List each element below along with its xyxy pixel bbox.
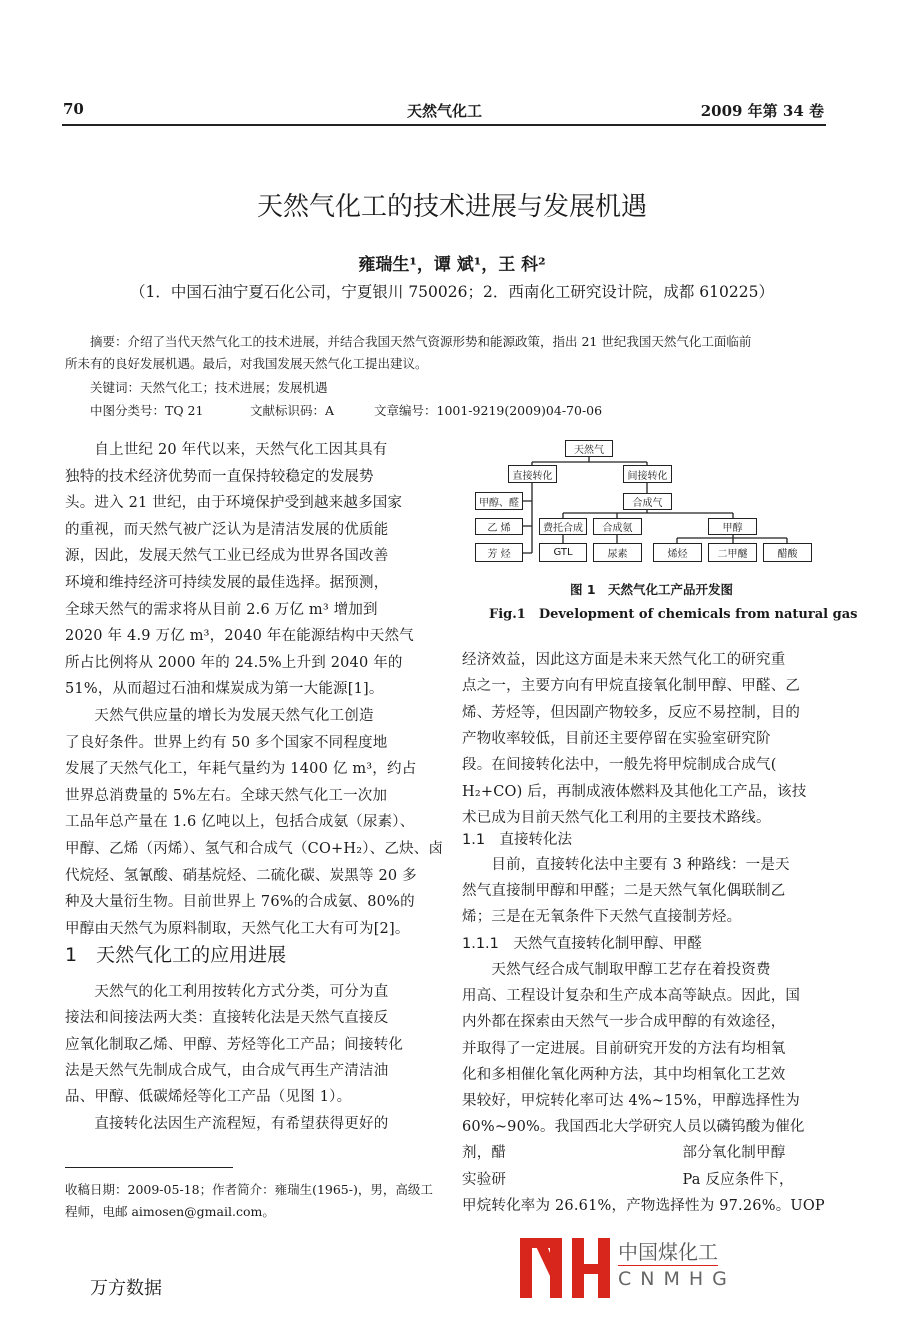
text-line: 品、甲醇、低碳烯烃等化工产品（见图 1）。	[65, 1089, 352, 1106]
text-line: H₂+CO) 后，再制成液体燃料及其他化工产品，该技	[462, 783, 807, 800]
text-line: 用高、工程设计复杂和生产成本高等缺点。因此，国	[462, 988, 801, 1005]
figure-node: 芳 烃	[475, 543, 523, 562]
watermark-cn: 中国煤化工	[618, 1236, 718, 1266]
text-line: 全球天然气的需求将从目前 2.6 万亿 m³ 增加到	[65, 601, 378, 618]
text-line: 点之一，主要方向有甲烷直接氧化制甲醇、甲醛、乙	[462, 678, 801, 695]
figure-node: 甲醇	[708, 518, 757, 535]
text-line: 化和多相催化氧化两种方法，其中均相氧化工艺效	[462, 1066, 786, 1083]
abstract-line: 摘要：介绍了当代天然气化工的技术进展，并结合我国天然气资源形势和能源政策，指出 21 世纪我国天然气化工面临前	[90, 334, 752, 349]
watermark-logo	[520, 1238, 610, 1298]
footnote-line: 收稿日期：2009-05-18；作者简介：雍瑞生(1965-)，男，高级工	[65, 1182, 433, 1197]
text-line: 天然气经合成气制取甲醇工艺存在着投资费	[462, 962, 771, 978]
text-line: 60%~90%。我国西北大学研究人员以磷钨酸为催化	[462, 1119, 805, 1136]
text-line: 段。在间接转化法中，一般先将甲烷制成合成气(	[462, 757, 777, 774]
text-line: 经济效益，因此这方面是未来天然气化工的研究重	[462, 652, 786, 668]
text-line: 应氧化制取乙烯、甲醇、芳烃等化工产品；间接转化	[65, 1036, 404, 1053]
figure-node: 尿素	[593, 543, 642, 562]
text-line: 甲醇、乙烯（丙烯）、氢气和合成气（CO+H₂）、乙炔、卤	[65, 841, 444, 857]
text-line: 然气直接制甲醇和甲醛；二是天然气氧化偶联制乙	[462, 883, 786, 900]
text-line: 代烷烃、氢氰酸、硝基烷烃、二硫化碳、炭黑等 20 多	[65, 867, 417, 884]
text-line: 环境和维持经济可持续发展的最佳选择。据预测，	[65, 575, 389, 591]
authors: 雍瑞生¹，谭 斌¹，王 科²	[358, 255, 546, 275]
text-line: 2020 年 4.9 万亿 m³，2040 年在能源结构中天然气	[65, 628, 414, 645]
watermark-en: CNMHG	[618, 1268, 736, 1290]
article-number: 文章编号：1001-9219(2009)04-70-06	[374, 403, 603, 418]
affiliation: （1．中国石油宁夏石化公司，宁夏银川 750026；2．西南化工研究设计院，成都 610225）	[130, 283, 774, 301]
text-line: 工品年总产量在 1.6 亿吨以上，包括合成氨（尿素）、	[65, 814, 415, 831]
document-code: 文献标识码：A	[250, 403, 335, 418]
text-line: 51%，从而超过石油和煤炭成为第一大能源[1]。	[65, 681, 384, 698]
source-label: 万方数据	[90, 1278, 162, 1299]
text-line: 种及大量衍生物。目前世界上 76%的合成氨、80%的	[65, 894, 415, 911]
section-heading-1-1-1: 1.1.1 天然气直接转化制甲醇、甲醛	[462, 936, 702, 952]
figure-node: 甲醇、醛	[475, 492, 523, 510]
text-line: 甲醇由天然气为原料制取，天然气化工大有可为[2]。	[65, 920, 410, 937]
footnote-line: 程师，电邮 aimosen@gmail.com。	[65, 1204, 275, 1219]
text-line: 头。进入 21 世纪，由于环境保护受到越来越多国家	[65, 495, 403, 512]
clc-number: 中图分类号：TQ 21	[90, 403, 204, 418]
text-line: 直接转化法因生产流程短，有希望获得更好的	[65, 1115, 389, 1132]
journal-name: 天然气化工	[407, 102, 483, 120]
figure-node: GTL	[539, 543, 587, 562]
text-line: 果较好，甲烷转化率可达 4%~15%，甲醇选择性为	[462, 1093, 800, 1109]
text-line: 目前，直接转化法中主要有 3 种路线：一是天	[462, 857, 790, 873]
figure-node: 间接转化	[623, 465, 672, 483]
abstract-line: 所未有的良好发展机遇。最后，对我国发展天然气化工提出建议。	[65, 356, 428, 371]
text-line: 烯；三是在无氧条件下天然气直接制芳烃。	[462, 909, 742, 926]
text-line: 法是天然气先制成合成气，由合成气再生产清洁油	[65, 1062, 389, 1079]
page-number: 70	[63, 100, 84, 118]
text-line: 天然气供应量的增长为发展天然气化工创造	[65, 708, 374, 724]
text-line: 世界总消费量的 5%左右。全球天然气化工一次加	[65, 787, 388, 804]
text-line: 独特的技术经济优势而一直保持较稳定的发展势	[65, 468, 374, 485]
text-line: 内外都在探索由天然气一步合成甲醇的有效途径，	[462, 1014, 786, 1031]
issue-info: 2009 年第 34 卷	[700, 102, 824, 120]
text-line: 甲烷转化率为 26.61%，产物选择性为 97.26%。UOP	[462, 1197, 825, 1214]
section-heading-1: 1 天然气化工的应用进展	[65, 944, 287, 966]
figure-caption-cn: 图 1 天然气化工产品开发图	[570, 582, 734, 597]
figure-node: 直接转化	[508, 465, 557, 483]
text-line: 自上世纪 20 年代以来，天然气化工因其具有	[65, 442, 388, 458]
figure-node: 烯烃	[653, 543, 702, 562]
text-line: 的重视，而天然气被广泛认为是清洁发展的优质能	[65, 521, 389, 538]
text-line: 烯、芳烃等，但因副产物较多，反应不易控制，目的	[462, 704, 801, 721]
text-line: 发展了天然气化工，年耗气量约为 1400 亿 m³，约占	[65, 761, 417, 778]
header-rule	[62, 124, 826, 126]
figure-node: 费托合成	[539, 518, 587, 535]
figure-node: 合成气	[623, 493, 672, 510]
text-line: 术已成为目前天然气化工利用的主要技术路线。	[462, 809, 771, 826]
figure-node: 二甲醚	[708, 543, 757, 562]
text-line: 剂，醋 部分氧化制甲醇	[462, 1145, 786, 1162]
text-line: 接法和间接法两大类：直接转化法是天然气直接反	[65, 1010, 389, 1027]
footnote-rule	[65, 1167, 233, 1168]
text-line: 并取得了一定进展。目前研究开发的方法有均相氧	[462, 1040, 786, 1057]
figure-caption-en: Fig.1 Development of chemicals from natural gas	[489, 607, 858, 622]
figure-node: 合成氨	[593, 518, 642, 535]
text-line: 天然气的化工利用按转化方式分类，可分为直	[65, 984, 389, 1000]
text-line: 产物收率较低，目前还主要停留在实验室研究阶	[462, 730, 771, 747]
section-heading-1-1: 1.1 直接转化法	[462, 832, 573, 848]
text-line: 所占比例将从 2000 年的 24.5%上升到 2040 年的	[65, 654, 403, 671]
figure-node: 天然气	[565, 440, 613, 457]
paper-title: 天然气化工的技术进展与发展机遇	[256, 192, 647, 222]
figure-node: 醋酸	[763, 543, 812, 562]
text-line: 实验研 Pa 反应条件下，	[462, 1171, 794, 1188]
figure-node: 乙 烯	[475, 518, 523, 535]
text-line: 了良好条件。世界上约有 50 多个国家不同程度地	[65, 734, 388, 751]
keywords: 关键词：天然气化工；技术进展；发展机遇	[90, 380, 328, 395]
text-line: 源，因此，发展天然气工业已经成为世界各国改善	[65, 548, 389, 565]
